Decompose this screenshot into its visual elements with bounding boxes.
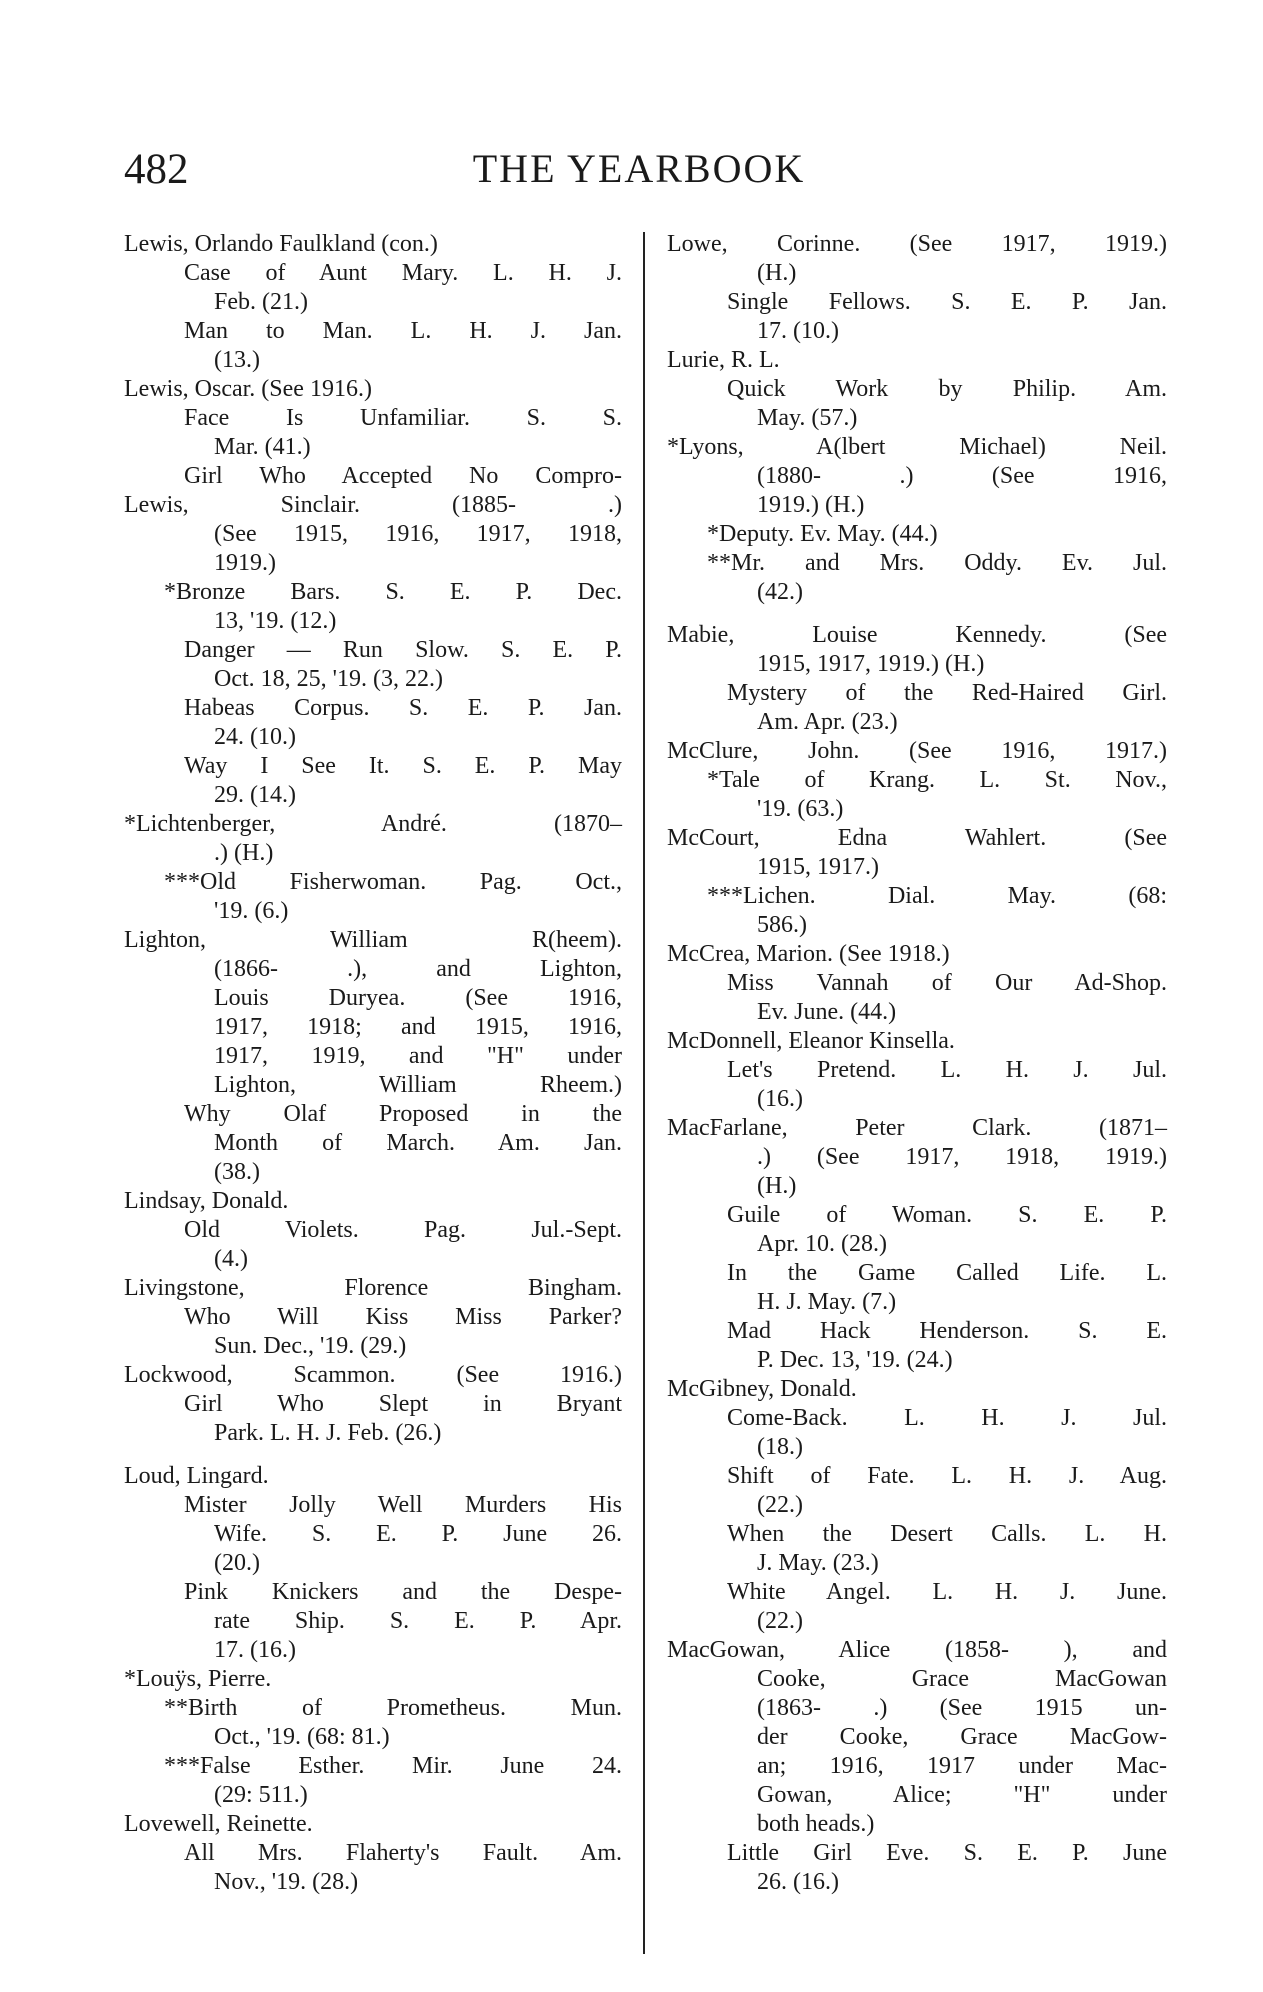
author-heading-line: McClure, John. (See 1916, 1917.): [667, 738, 1167, 764]
entry-line: *Bronze Bars. S. E. P. Dec.: [164, 579, 622, 605]
entry-line: (22.): [757, 1492, 803, 1518]
entry-line: 29. (14.): [214, 782, 296, 808]
running-title: THE YEARBOOK: [472, 146, 806, 191]
author-heading-line: Mabie, Louise Kennedy. (See: [667, 622, 1167, 648]
entry-line: 24. (10.): [214, 724, 296, 750]
entry-line: Who Will Kiss Miss Parker?: [184, 1304, 622, 1330]
entry-gap: [667, 607, 1167, 621]
entry-line: '19. (6.): [214, 898, 289, 924]
entry-line: 26. (16.): [757, 1869, 839, 1895]
entry-line: Single Fellows. S. E. P. Jan.: [727, 289, 1167, 315]
entry-line: both heads.): [757, 1811, 875, 1837]
entry-line: Gowan, Alice; "H" under: [757, 1782, 1167, 1808]
author-heading-line: Livingstone, Florence Bingham.: [124, 1275, 622, 1301]
author-heading-line: Lindsay, Donald.: [124, 1188, 289, 1214]
entry-line: Am. Apr. (23.): [757, 709, 898, 735]
entry-line: Mad Hack Henderson. S. E.: [727, 1318, 1167, 1344]
entry-line: Louis Duryea. (See 1916,: [214, 985, 622, 1011]
entry-line: 13, '19. (12.): [214, 608, 337, 634]
entry-line: an; 1916, 1917 under Mac-: [757, 1753, 1167, 1779]
entry-line: (13.): [214, 347, 260, 373]
entry-line: Oct. 18, 25, '19. (3, 22.): [214, 666, 443, 692]
column-divider: [643, 232, 645, 1954]
author-heading-line: Lockwood, Scammon. (See 1916.): [124, 1362, 622, 1388]
entry-line: Let's Pretend. L. H. J. Jul.: [727, 1057, 1167, 1083]
entry-line: (1863- .) (See 1915 un-: [757, 1695, 1167, 1721]
entry-line: (22.): [757, 1608, 803, 1634]
entry-line: ***Old Fisherwoman. Pag. Oct.,: [164, 869, 622, 895]
entry-line: Quick Work by Philip. Am.: [727, 376, 1167, 402]
author-heading-line: McCrea, Marion. (See 1918.): [667, 941, 950, 967]
entry-line: *Deputy. Ev. May. (44.): [707, 521, 938, 547]
entry-line: Girl Who Slept in Bryant: [184, 1391, 622, 1417]
entry-line: Miss Vannah of Our Ad-Shop.: [727, 970, 1167, 996]
entry-line: ***False Esther. Mir. June 24.: [164, 1753, 622, 1779]
author-heading-line: Loud, Lingard.: [124, 1463, 269, 1489]
index-column-right: [667, 230, 1167, 1897]
entry-line: (1866- .), and Lighton,: [214, 956, 622, 982]
entry-line: Girl Who Accepted No Compro-: [184, 463, 622, 489]
entry-line: White Angel. L. H. J. June.: [727, 1579, 1167, 1605]
entry-line: **Birth of Prometheus. Mun.: [164, 1695, 622, 1721]
entry-line: (H.): [757, 260, 797, 286]
entry-line: Come-Back. L. H. J. Jul.: [727, 1405, 1167, 1431]
entry-line: Danger — Run Slow. S. E. P.: [184, 637, 622, 663]
entry-line: H. J. May. (7.): [757, 1289, 897, 1315]
author-heading-line: McGibney, Donald.: [667, 1376, 857, 1402]
index-column-left: [124, 230, 622, 1897]
entry-line: 1919.): [214, 550, 276, 576]
entry-line: (1880- .) (See 1916,: [757, 463, 1167, 489]
author-heading-line: Lovewell, Reinette.: [124, 1811, 313, 1837]
entry-line: Face Is Unfamiliar. S. S.: [184, 405, 622, 431]
entry-line: 1915, 1917.): [757, 854, 879, 880]
entry-line: (18.): [757, 1434, 803, 1460]
entry-line: Why Olaf Proposed in the: [184, 1101, 622, 1127]
author-heading-line: Lewis, Sinclair. (1885- .): [124, 492, 622, 518]
entry-line: rate Ship. S. E. P. Apr.: [214, 1608, 622, 1634]
entry-line: .) (See 1917, 1918, 1919.): [757, 1144, 1167, 1170]
entry-line: 586.): [757, 912, 807, 938]
entry-line: Way I See It. S. E. P. May: [184, 753, 622, 779]
page-number: 482: [124, 146, 189, 193]
entry-line: '19. (63.): [757, 796, 844, 822]
entry-line: 1915, 1917, 1919.) (H.): [757, 651, 985, 677]
entry-line: (See 1915, 1916, 1917, 1918,: [214, 521, 622, 547]
entry-line: 17. (10.): [757, 318, 839, 344]
entry-line: ***Lichen. Dial. May. (68:: [707, 883, 1167, 909]
entry-line: Habeas Corpus. S. E. P. Jan.: [184, 695, 622, 721]
entry-line: der Cooke, Grace MacGow-: [757, 1724, 1167, 1750]
author-heading-line: Lewis, Orlando Faulkland (con.): [124, 231, 438, 257]
entry-line: Guile of Woman. S. E. P.: [727, 1202, 1167, 1228]
author-heading-line: Lewis, Oscar. (See 1916.): [124, 376, 372, 402]
entry-line: (29: 511.): [214, 1782, 308, 1808]
entry-line: When the Desert Calls. L. H.: [727, 1521, 1167, 1547]
page-header: [124, 145, 1154, 195]
entry-line: May. (57.): [757, 405, 858, 431]
entry-line: In the Game Called Life. L.: [727, 1260, 1167, 1286]
entry-line: Pink Knickers and the Despe-: [184, 1579, 622, 1605]
entry-line: 1917, 1919, and "H" under: [214, 1043, 622, 1069]
entry-line: Mar. (41.): [214, 434, 311, 460]
entry-line: Little Girl Eve. S. E. P. June: [727, 1840, 1167, 1866]
author-heading-line: McCourt, Edna Wahlert. (See: [667, 825, 1167, 851]
entry-line: Oct., '19. (68: 81.): [214, 1724, 390, 1750]
entry-line: Old Violets. Pag. Jul.-Sept.: [184, 1217, 622, 1243]
author-heading-line: Lurie, R. L.: [667, 347, 780, 373]
author-heading-line: McDonnell, Eleanor Kinsella.: [667, 1028, 955, 1054]
entry-line: (4.): [214, 1246, 248, 1272]
author-heading-line: *Lichtenberger, André. (1870–: [124, 811, 622, 837]
entry-line: (42.): [757, 579, 803, 605]
author-heading-line: *Louÿs, Pierre.: [124, 1666, 272, 1692]
author-heading-line: Lighton, William R(heem).: [124, 927, 622, 953]
entry-gap: [124, 1448, 622, 1462]
entry-line: P. Dec. 13, '19. (24.): [757, 1347, 953, 1373]
entry-line: Man to Man. L. H. J. Jan.: [184, 318, 622, 344]
entry-line: .) (H.): [214, 840, 274, 866]
entry-line: (16.): [757, 1086, 803, 1112]
entry-line: 1919.) (H.): [757, 492, 865, 518]
entry-line: **Mr. and Mrs. Oddy. Ev. Jul.: [707, 550, 1167, 576]
entry-line: J. May. (23.): [757, 1550, 879, 1576]
entry-line: *Tale of Krang. L. St. Nov.,: [707, 767, 1167, 793]
entry-line: Case of Aunt Mary. L. H. J.: [184, 260, 622, 286]
entry-line: Lighton, William Rheem.): [214, 1072, 622, 1098]
entry-line: Apr. 10. (28.): [757, 1231, 887, 1257]
entry-line: Park. L. H. J. Feb. (26.): [214, 1420, 442, 1446]
entry-line: (20.): [214, 1550, 260, 1576]
author-heading-line: *Lyons, A(lbert Michael) Neil.: [667, 434, 1167, 460]
entry-line: Mystery of the Red-Haired Girl.: [727, 680, 1167, 706]
entry-line: (38.): [214, 1159, 260, 1185]
entry-line: Ev. June. (44.): [757, 999, 897, 1025]
entry-line: 1917, 1918; and 1915, 1916,: [214, 1014, 622, 1040]
entry-line: Month of March. Am. Jan.: [214, 1130, 622, 1156]
entry-line: Mister Jolly Well Murders His: [184, 1492, 622, 1518]
entry-line: All Mrs. Flaherty's Fault. Am.: [184, 1840, 622, 1866]
entry-line: Feb. (21.): [214, 289, 308, 315]
author-heading-line: MacFarlane, Peter Clark. (1871–: [667, 1115, 1167, 1141]
entry-line: 17. (16.): [214, 1637, 296, 1663]
author-heading-line: MacGowan, Alice (1858- ), and: [667, 1637, 1167, 1663]
entry-line: Sun. Dec., '19. (29.): [214, 1333, 407, 1359]
entry-line: Wife. S. E. P. June 26.: [214, 1521, 622, 1547]
author-heading-line: Lowe, Corinne. (See 1917, 1919.): [667, 231, 1167, 257]
entry-line: Cooke, Grace MacGowan: [757, 1666, 1167, 1692]
entry-line: Shift of Fate. L. H. J. Aug.: [727, 1463, 1167, 1489]
entry-line: (H.): [757, 1173, 797, 1199]
entry-line: Nov., '19. (28.): [214, 1869, 359, 1895]
